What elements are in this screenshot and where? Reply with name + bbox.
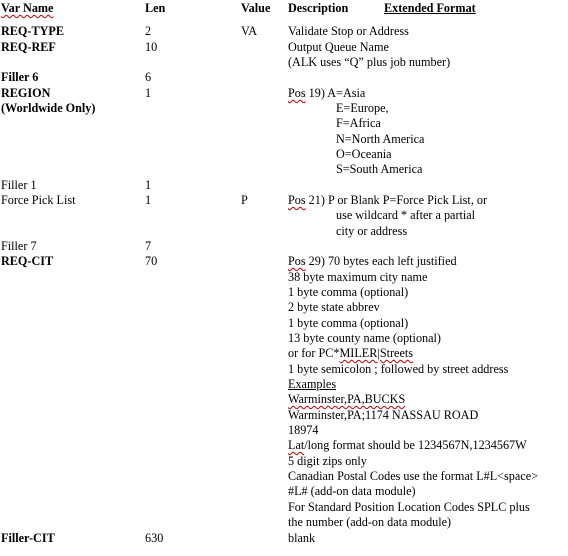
filler-cit-desc: blank xyxy=(288,531,316,545)
req-cit-pcmiler-word: MILER|Streets xyxy=(339,346,413,360)
region-pos-word: Pos xyxy=(288,86,306,100)
req-cit-examples-label: Examples xyxy=(288,377,337,391)
req-type-name: REQ-TYPE xyxy=(1,24,64,38)
filler7-name: Filler 7 xyxy=(1,239,37,253)
req-ref-desc-1: Output Queue Name xyxy=(288,40,389,54)
req-cit-example-2: Warminster,PA;1174 NASSAU ROAD xyxy=(288,408,479,422)
header-extended-format: Extended Format xyxy=(384,1,476,15)
req-cit-example-1 xyxy=(288,392,405,407)
header-description: Description xyxy=(288,1,349,15)
force-pick-pos xyxy=(288,193,487,208)
force-pick-desc: use wildcard * after a partial xyxy=(336,208,476,222)
region-option: N=North America xyxy=(336,132,425,146)
req-type-desc: Validate Stop or Address xyxy=(288,24,409,38)
filler1-len: 1 xyxy=(145,178,152,192)
req-cit-latlong-line xyxy=(288,438,527,453)
req-cit-line: 1 byte comma (optional) xyxy=(288,285,409,299)
req-cit-after-line: For Standard Position Location Codes SPLC plus xyxy=(288,500,530,514)
req-cit-latlong-word: Lat xyxy=(288,438,305,452)
region-option: F=Africa xyxy=(336,116,381,130)
req-cit-pos xyxy=(288,254,457,269)
region-name: REGION xyxy=(1,86,51,100)
req-cit-pcmiler-line xyxy=(288,346,413,361)
region-pos-rest: 19) A=Asia xyxy=(305,86,366,100)
filler6-name: Filler 6 xyxy=(1,70,39,84)
force-pick-desc: city or address xyxy=(336,224,408,238)
region-name-2: (Worldwide Only) xyxy=(1,101,96,115)
filler7-len: 7 xyxy=(145,239,152,253)
req-cit-example-1-text: Warminster,PA,BUCKS xyxy=(288,392,406,406)
req-cit-semicolon-line: 1 byte semicolon ; followed by street address xyxy=(288,362,509,376)
header-var-name: Var Name xyxy=(1,1,54,15)
region-len: 1 xyxy=(145,86,152,100)
req-cit-pcmiler-pre: or for PC* xyxy=(288,346,340,360)
req-cit-example-3: 18974 xyxy=(288,423,319,437)
req-type-len: 2 xyxy=(145,24,152,38)
req-ref-name: REQ-REF xyxy=(1,40,56,54)
req-cit-line: 38 byte maximum city name xyxy=(288,270,428,284)
header-value: Value xyxy=(241,1,271,15)
req-cit-len: 70 xyxy=(145,254,158,268)
region-pos xyxy=(288,86,365,101)
req-ref-len: 10 xyxy=(145,40,158,54)
req-cit-pos-rest: 29) 70 bytes each left justified xyxy=(305,254,457,268)
header-len: Len xyxy=(145,1,166,15)
req-type-value: VA xyxy=(241,24,258,38)
req-cit-name: REQ-CIT xyxy=(1,254,54,268)
filler-cit-len: 630 xyxy=(145,531,164,545)
force-pick-name: Force Pick List xyxy=(1,193,76,207)
req-ref-desc-2: (ALK uses “Q” plus job number) xyxy=(288,55,451,69)
force-pick-len: 1 xyxy=(145,193,152,207)
req-cit-line: 1 byte comma (optional) xyxy=(288,316,409,330)
filler-cit-name: Filler-CIT xyxy=(1,531,55,545)
region-option: O=Oceania xyxy=(336,147,392,161)
req-cit-after-line: Canadian Postal Codes use the format L#L<space> xyxy=(288,469,538,483)
force-pick-value: P xyxy=(241,193,248,207)
req-cit-line: 2 byte state abbrev xyxy=(288,300,380,314)
req-cit-line: 13 byte county name (optional) xyxy=(288,331,441,345)
region-option: S=South America xyxy=(336,162,423,176)
force-pick-pos-rest: 21) P or Blank P=Force Pick List, or xyxy=(305,193,488,207)
filler1-name: Filler 1 xyxy=(1,178,37,192)
req-cit-latlong-rest: /long format should be 1234567N,1234567W xyxy=(304,438,527,452)
req-cit-pos-word: Pos xyxy=(288,254,306,268)
req-cit-after-line: 5 digit zips only xyxy=(288,454,367,468)
req-cit-after-line: the number (add-on data module) xyxy=(288,515,452,529)
filler6-len: 6 xyxy=(145,70,152,84)
force-pick-pos-word: Pos xyxy=(288,193,306,207)
req-cit-after-line: #L# (add-on data module) xyxy=(288,484,416,498)
region-option: E=Europe, xyxy=(336,101,389,115)
